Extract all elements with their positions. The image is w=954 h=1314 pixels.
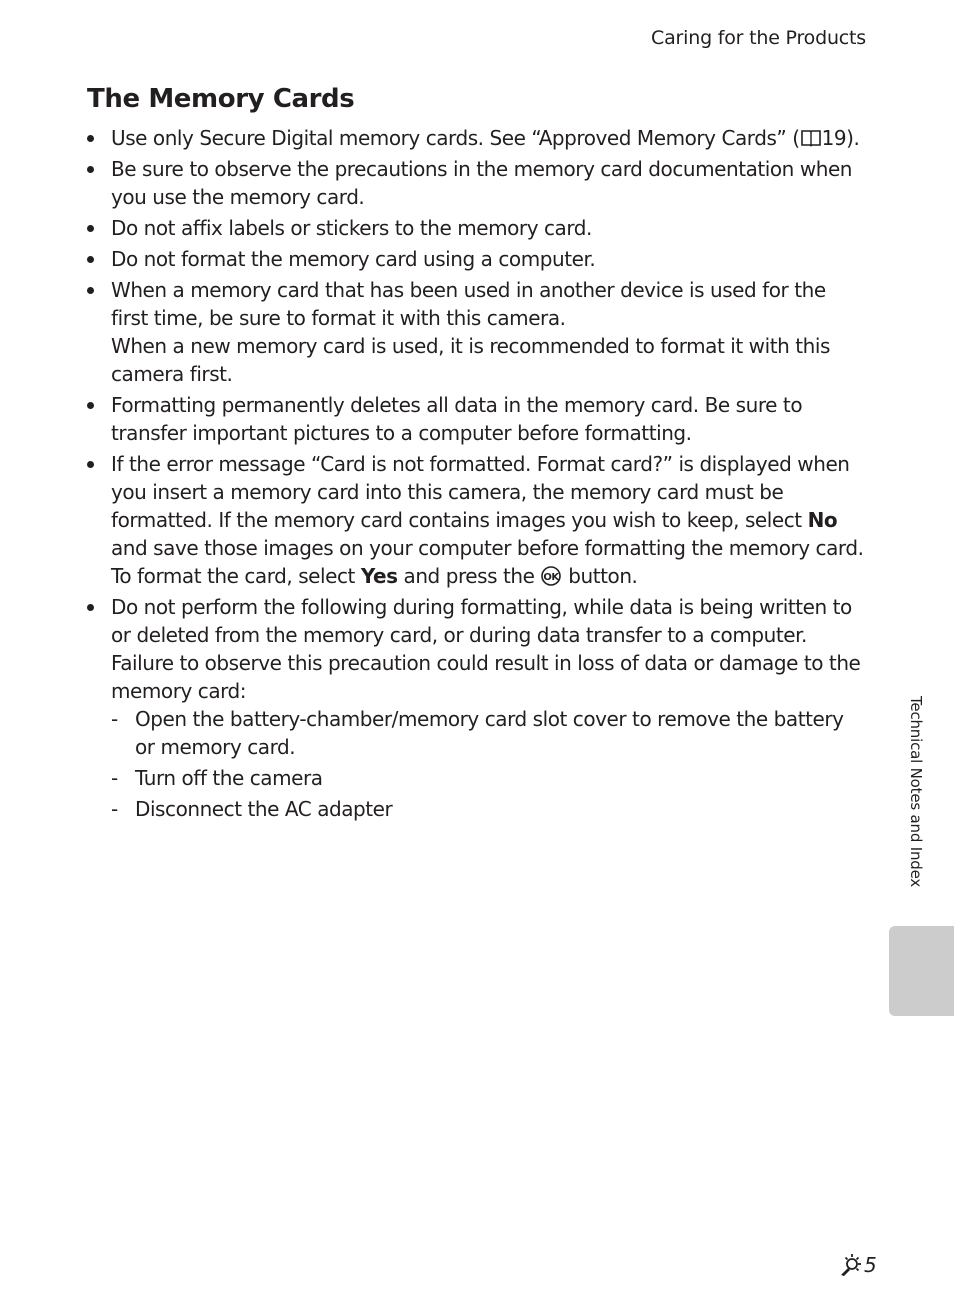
option-no: No [807, 508, 838, 532]
ok-button-icon [541, 566, 561, 586]
list-item: Be sure to observe the precautions in the memory card documentation when you use the memory card. [87, 155, 867, 211]
svg-text:OK: OK [543, 572, 560, 583]
bullet-icon [87, 135, 94, 142]
running-header: Caring for the Products [651, 27, 866, 49]
dash-marker: - [111, 707, 118, 731]
list-item: When a memory card that has been used in another device is used for the first time, be sure to format it with this camera. When a new memory card is used, it is recommended to format it with this camera first. [87, 276, 867, 388]
sub-list-item: - Disconnect the AC adapter [111, 797, 393, 821]
list-item: Do not perform the following during formatting, while data is being written to or deleted from the memory card, or during data transfer to a computer. Failure to observe this precaution could result in loss of data or damage to the memory card: - Open the battery-chamber/memory card slot cover to remove the battery or memory card. - Turn off the camera - Disconnect the AC adapter [87, 593, 867, 823]
sub-list-item: - Open the battery-chamber/memory card slot cover to remove the battery or memory card. [111, 707, 844, 759]
section-title: The Memory Cards [87, 84, 355, 114]
book-icon [801, 129, 821, 147]
sub-list-item: - Turn off the camera [111, 766, 323, 790]
list-item: Do not affix labels or stickers to the memory card. [87, 214, 867, 242]
bullet-icon [87, 256, 94, 263]
bullet-icon [87, 402, 94, 409]
list-item: If the error message “Card is not formatted. Format card?” is displayed when you insert a memory card into this camera, the memory card must be formatted. If the memory card contains images you wish to keep, select No and save those images on your computer before formatting the memory card. To format the card, select Yes and press the OK button. [87, 450, 867, 590]
bullet-icon [87, 461, 94, 468]
content [87, 124, 867, 826]
bullet-icon [87, 287, 94, 294]
page-number: 5 [840, 1253, 877, 1277]
list-item: Do not format the memory card using a computer. [87, 245, 867, 273]
bullet-icon [87, 166, 94, 173]
dash-marker: - [111, 797, 118, 821]
list-item: Formatting permanently deletes all data in the memory card. Be sure to transfer important pictures to a computer before formatting. [87, 391, 867, 447]
side-chapter-label: Technical Notes and Index [907, 696, 925, 888]
dash-marker: - [111, 766, 118, 790]
bullet-icon [87, 225, 94, 232]
list-item: Use only Secure Digital memory cards. See “Approved Memory Cards” ( 19). [87, 124, 867, 152]
side-tab [889, 926, 954, 1016]
sun-icon [840, 1253, 862, 1277]
bullet-icon [87, 604, 94, 611]
option-yes: Yes [360, 564, 398, 588]
